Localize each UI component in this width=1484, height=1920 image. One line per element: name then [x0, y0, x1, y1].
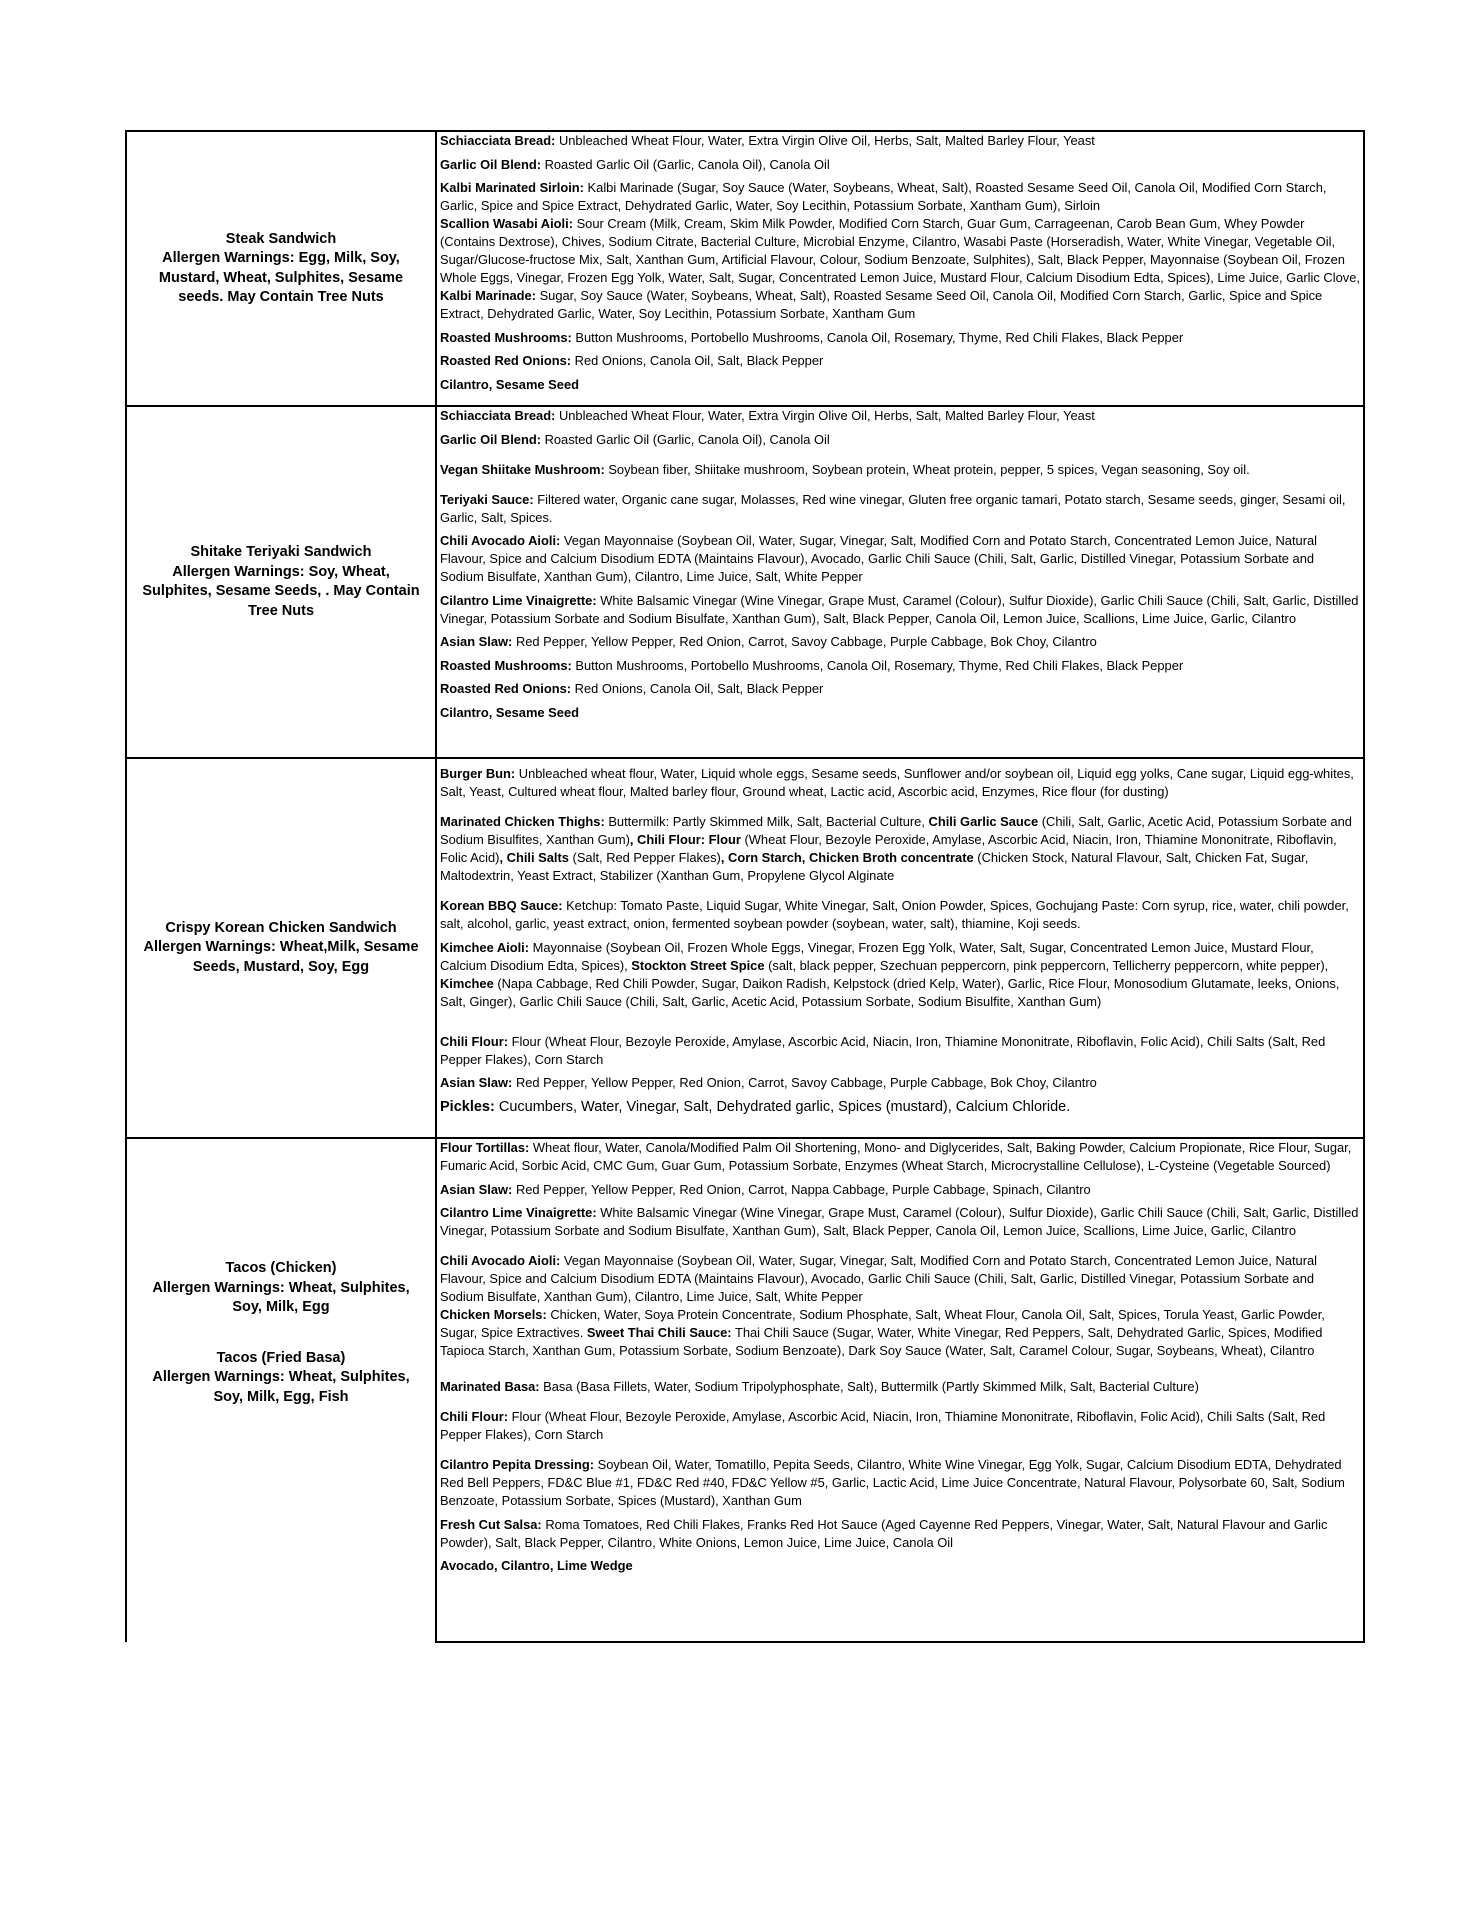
ingredient: Roasted Red Onions: Red Onions, Canola Oil, Salt, Black Pepper: [440, 353, 824, 368]
item-name-cell: [126, 758, 436, 1138]
allergen-warning: Allergen Warnings: Wheat,Milk, Sesame: [143, 939, 419, 956]
ingredient: Burger Bun: Unbleached wheat flour, Water, Liquid whole eggs, Sesame seeds, Sunflower and/or soybean oil, Liquid egg yolks, Cane sugar, Liquid egg-whites, Salt, Yeast, Cultured wheat flour, Malted barley flour, Ground wheat, Lactic acid, Ascorbic acid, Enzymes, Rice flour (for dusting): [440, 766, 1354, 799]
allergen-warning: Soy, Milk, Egg: [232, 1299, 330, 1315]
ingredient: Garlic Oil Blend: Roasted Garlic Oil (Garlic, Canola Oil), Canola Oil: [440, 156, 830, 172]
menu-row-crispy-korean-chicken-sandwich: [126, 758, 1364, 1138]
ingredient: Korean BBQ Sauce: Ketchup: Tomato Paste, Liquid Sugar, White Vinegar, Salt, Onion Powder, Spices, Gochujang Paste: Corn syrup, rice, water, chili powder, salt, alcohol, garlic, yeast extract, onion, fermented soybean powder (soybean, water, salt), thiamine, Koji seeds.: [440, 898, 1349, 931]
ingredient: Cilantro Lime Vinaigrette: White Balsamic Vinegar (Wine Vinegar, Grape Must, Caramel (Colour), Sulfur Dioxide), Garlic Chili Sauce (Chili, Salt, Garlic, Distilled Vinegar, Potassium Sorbate and Sodium Bisulfate, Xanthan Gum), Salt, Black Pepper, Canola Oil, Lemon Juice, Scallions, Lime Juice, Garlic, Cilantro: [440, 592, 1359, 626]
ingredient: Cilantro, Sesame Seed: [440, 376, 579, 392]
allergen-warning: seeds. May Contain Tree Nuts: [178, 289, 384, 305]
menu-row-shitake-teriyaki-sandwich: [126, 406, 1364, 758]
item-block-chicken-tacos: [131, 1259, 431, 1318]
ingredient: Kalbi Marinated Sirloin: Kalbi Marinade (Sugar, Soy Sauce (Water, Soybeans, Wheat, Salt), Roasted Sesame Seed Oil, Canola Oil, Modified Corn Starch, Garlic, Spice and Spice Extract, Dehydrated Garlic, Water, Soy Lecithin, Potassium Sorbate, Xantham Gum), Sirloin: [440, 180, 1327, 213]
allergen-warning: Allergen Warnings: Egg, Milk, Soy,: [162, 250, 400, 266]
ingredient: Cilantro, Sesame Seed: [440, 704, 579, 720]
allergen-warning: Allergen Warnings: Soy, Wheat,: [172, 563, 390, 580]
ingredient: Kimchee Aioli: Mayonnaise (Soybean Oil, Frozen Whole Eggs, Vinegar, Frozen Egg Yolk, Water, Salt, Sugar, Concentrated Lemon Juice, Mustard Flour, Calcium Disodium Edta, Spices), Stockton Street Spice (salt, black pepper, Szechuan peppercorn, pink peppercorn, Tellicherry peppercorn, white pepper), Kimchee (Napa Cabbage, Red Chili Powder, Sugar, Daikon Radish, Kelpstock (dried Kelp, Water), Garlic, Rice Flour, Monosodium Glutamate, leeks, Onions, Salt, Ginger), Garlic Chili Sauce (Chili, Salt, Garlic, Acetic Acid, Potassium Sorbate, Sodium Bisulfite, Xanthan Gum): [440, 939, 1340, 1009]
ingredient: Chili Avocado Aioli: Vegan Mayonnaise (Soybean Oil, Water, Sugar, Vinegar, Salt, Modified Corn and Potato Starch, Concentrated Lemon Juice, Natural Flavour, Spice and Calcium Disodium EDTA (Maintains Flavour), Avocado, Garlic Chili Sauce (Chili, Salt, Garlic, Distilled Vinegar, Potassium Sorbate and Sodium Bisulfate, Xanthan Gum), Cilantro, Lime Juice, Salt, White Pepper: [440, 533, 1318, 584]
ingredient: Garlic Oil Blend: Roasted Garlic Oil (Garlic, Canola Oil), Canola Oil: [440, 431, 830, 447]
ingredient: Marinated Basa: Basa (Basa Fillets, Water, Sodium Tripolyphosphate, Salt), Buttermilk (Partly Skimmed Milk, Salt, Bacterial Culture): [440, 1379, 1199, 1394]
item-name-cell: [126, 1138, 436, 1642]
ingredient: Teriyaki Sauce: Filtered water, Organic cane sugar, Molasses, Red wine vinegar, Gluten free organic tamari, Potato starch, Sesame seeds, ginger, Sesami oil, Garlic, Salt, Spices.: [440, 491, 1346, 525]
ingredient: Flour Tortillas: Wheat flour, Water, Canola/Modified Palm Oil Shortening, Mono- and Diglycerides, Salt, Baking Powder, Calcium Propionate, Rice Flour, Sugar, Fumaric Acid, Sorbic Acid, CMC Gum, Guar Gum, Potassium Sorbate, Enzymes (Wheat Starch, Microcrystalline Cellulose), L-Cysteine (Vegetable Sourced): [440, 1140, 1352, 1173]
item-title: Shitake Teriyaki Sandwich: [190, 544, 372, 560]
menu-row-steak-sandwich: [126, 131, 1364, 406]
allergen-sheet: [125, 130, 1360, 1643]
allergen-warning: Sulphites, Sesame Seeds, . May Contain: [142, 583, 420, 599]
item-title: Tacos (Fried Basa): [216, 1349, 346, 1366]
item-title: Tacos (Chicken): [225, 1260, 337, 1276]
ingredient: Chicken Morsels: Chicken, Water, Soya Protein Concentrate, Sodium Phosphate, Salt, Wheat Flour, Canola Oil, Salt, Spices, Torula Yeast, Garlic Powder, Sugar, Spice Extractives. Sweet Thai Chili Sauce: Thai Chili Sauce (Sugar, Water, White Vinegar, Red Peppers, Salt, Dehydrated Garlic, Spices, Modified Tapioca Starch, Xanthan Gum, Potassium Sorbate, Sodium Benzoate), Dark Soy Sauce (Water, Salt, Caramel Colour, Sugar, Soybeans, Wheat), Cilantro: [440, 1307, 1325, 1358]
ingredient: Asian Slaw: Red Pepper, Yellow Pepper, Red Onion, Carrot, Savoy Cabbage, Purple Cabbage, Bok Choy, Cilantro: [440, 634, 1097, 649]
ingredients-cell: [436, 758, 1364, 1138]
item-name-cell: [126, 131, 436, 406]
allergen-warning: Seeds, Mustard, Soy, Egg: [192, 958, 370, 975]
ingredient: Roasted Red Onions: Red Onions, Canola Oil, Salt, Black Pepper: [440, 681, 824, 696]
ingredient: Chili Flour: Flour (Wheat Flour, Bezoyle Peroxide, Amylase, Ascorbic Acid, Niacin, Iron, Thiamine Mononitrate, Riboflavin, Folic Acid), Chili Salts (Salt, Red Pepper Flakes), Corn Starch: [440, 1409, 1326, 1442]
ingredient: Chili Flour: Flour (Wheat Flour, Bezoyle Peroxide, Amylase, Ascorbic Acid, Niacin, Iron, Thiamine Mononitrate, Riboflavin, Folic Acid), Chili Salts (Salt, Red Pepper Flakes), Corn Starch: [440, 1033, 1326, 1067]
ingredient: Fresh Cut Salsa: Roma Tomatoes, Red Chili Flakes, Franks Red Hot Sauce (Aged Cayenne Red Peppers, Vinegar, Water, Salt, Natural Flavour and Garlic Powder), Salt, Black Pepper, Cilantro, White Onions, Lemon Juice, Lime Juice, Canola Oil: [440, 1516, 1328, 1550]
ingredient: Avocado, Cilantro, Lime Wedge: [440, 1558, 633, 1573]
ingredient: Roasted Mushrooms: Button Mushrooms, Portobello Mushrooms, Canola Oil, Rosemary, Thyme, Red Chili Flakes, Black Pepper: [440, 657, 1184, 673]
ingredient: Chili Avocado Aioli: Vegan Mayonnaise (Soybean Oil, Water, Sugar, Vinegar, Salt, Modified Corn and Potato Starch, Concentrated Lemon Juice, Natural Flavour, Spice and Calcium Disodium EDTA (Maintains Flavour), Avocado, Garlic Chili Sauce (Chili, Salt, Garlic, Distilled Vinegar, Potassium Sorbate and Sodium Bisulfate, Xanthan Gum), Cilantro, Lime Juice, Salt, White Pepper: [440, 1253, 1318, 1304]
menu-row-tacos: [126, 1138, 1364, 1642]
item-title: Crispy Korean Chicken Sandwich: [165, 919, 397, 936]
ingredient: Pickles: Cucumbers, Water, Vinegar, Salt, Dehydrated garlic, Spices (mustard), Calcium Chloride.: [440, 1098, 1071, 1115]
ingredients-cell: [436, 131, 1364, 406]
allergen-warning: Allergen Warnings: Wheat, Sulphites,: [152, 1369, 410, 1385]
ingredients-cell: [436, 406, 1364, 758]
allergen-table: [125, 130, 1365, 1643]
allergen-warning: Soy, Milk, Egg, Fish: [213, 1388, 349, 1405]
ingredient: Vegan Shiitake Mushroom: Soybean fiber, Shiitake mushroom, Soybean protein, Wheat protein, pepper, 5 spices, Vegan seasoning, Soy oil.: [440, 461, 1250, 477]
ingredient: Marinated Chicken Thighs: Buttermilk: Partly Skimmed Milk, Salt, Bacterial Culture, Chili Garlic Sauce (Chili, Salt, Garlic, Acetic Acid, Potassium Sorbate and Sodium Bisulfites, Xanthan Gum), Chili Flour: Flour (Wheat Flour, Bezoyle Peroxide, Amylase, Ascorbic Acid, Niacin, Iron, Thiamine Mononitrate, Riboflavin, Folic Acid), Chili Salts (Salt, Red Pepper Flakes), Corn Starch, Chicken Broth concentrate (Chicken Stock, Natural Flavour, Salt, Chicken Fat, Sugar, Maltodextrin, Yeast Extract, Stabilizer (Xanthan Gum, Propylene Glycol Alginate: [440, 814, 1352, 883]
ingredient: Asian Slaw: Red Pepper, Yellow Pepper, Red Onion, Carrot, Nappa Cabbage, Purple Cabbage, Spinach, Cilantro: [440, 1181, 1091, 1197]
allergen-warning: Tree Nuts: [247, 602, 315, 619]
ingredient: Scallion Wasabi Aioli: Sour Cream (Milk, Cream, Skim Milk Powder, Modified Corn Starch, Guar Gum, Carrageenan, Carob Bean Gum, Whey Powder (Contains Dextrose), Chives, Sodium Citrate, Bacterial Culture, Microbial Enzyme, Cilantro, Wasabi Paste (Horseradish, Water, White Vinegar, Vegetable Oil, Sugar/Glucose-fructose Mix, Salt, Xanthan Gum, Artificial Flavour, Colour, Sodium Benzoate, Sulphites), Salt, Black Pepper, Mayonnaise (Soybean Oil, Frozen Whole Eggs, Vinegar, Frozen Egg Yolk, Water, Salt, Sugar, Concentrated Lemon Juice, Mustard Flour, Calcium Disodium Edta, Spices), Lime Juice, Garlic Clove,: [440, 216, 1360, 285]
allergen-warning: Allergen Warnings: Wheat, Sulphites,: [152, 1279, 410, 1296]
ingredient: Roasted Mushrooms: Button Mushrooms, Portobello Mushrooms, Canola Oil, Rosemary, Thyme, Red Chili Flakes, Black Pepper: [440, 329, 1184, 345]
allergen-warning: Mustard, Wheat, Sulphites, Sesame: [158, 269, 404, 286]
ingredient: Cilantro Lime Vinaigrette: White Balsamic Vinegar (Wine Vinegar, Grape Must, Caramel (Colour), Sulfur Dioxide), Garlic Chili Sauce (Chili, Salt, Garlic, Distilled Vinegar, Potassium Sorbate and Sodium Bisulfate, Xanthan Gum), Salt, Black Pepper, Canola Oil, Lemon Juice, Scallions, Lime Juice, Garlic, Cilantro: [440, 1205, 1359, 1238]
ingredient: Kalbi Marinade: Sugar, Soy Sauce (Water, Soybeans, Wheat, Salt), Roasted Sesame Seed Oil, Canola Oil, Modified Corn Starch, Garlic, Spice and Spice Extract, Dehydrated Garlic, Water, Soy Lecithin, Potassium Sorbate, Xantham Gum: [440, 288, 1323, 321]
ingredient: Asian Slaw: Red Pepper, Yellow Pepper, Red Onion, Carrot, Savoy Cabbage, Purple Cabbage, Bok Choy, Cilantro: [440, 1075, 1097, 1090]
ingredients-cell: [436, 1138, 1364, 1642]
ingredient: Schiacciata Bread: Unbleached Wheat Flour, Water, Extra Virgin Olive Oil, Herbs, Salt, Malted Barley Flour, Yeast: [440, 133, 1095, 148]
item-title: Steak Sandwich: [225, 230, 337, 247]
ingredient: Schiacciata Bread: Unbleached Wheat Flour, Water, Extra Virgin Olive Oil, Herbs, Salt, Malted Barley Flour, Yeast: [440, 408, 1095, 423]
item-block-fried-basa-tacos: [131, 1349, 431, 1408]
ingredient: Cilantro Pepita Dressing: Soybean Oil, Water, Tomatillo, Pepita Seeds, Cilantro, White Wine Vinegar, Egg Yolk, Sugar, Calcium Disodium EDTA, Dehydrated Red Bell Peppers, FD&C Blue #1, FD&C Red #40, FD&C Yellow #5, Garlic, Lactic Acid, Lime Juice Concentrate, Natural Flavour, Polysorbate 60, Salt, Sodium Benzoate, Potassium Sorbate, Spices (Mustard), Xanthan Gum: [440, 1457, 1345, 1508]
item-name-cell: [126, 406, 436, 758]
